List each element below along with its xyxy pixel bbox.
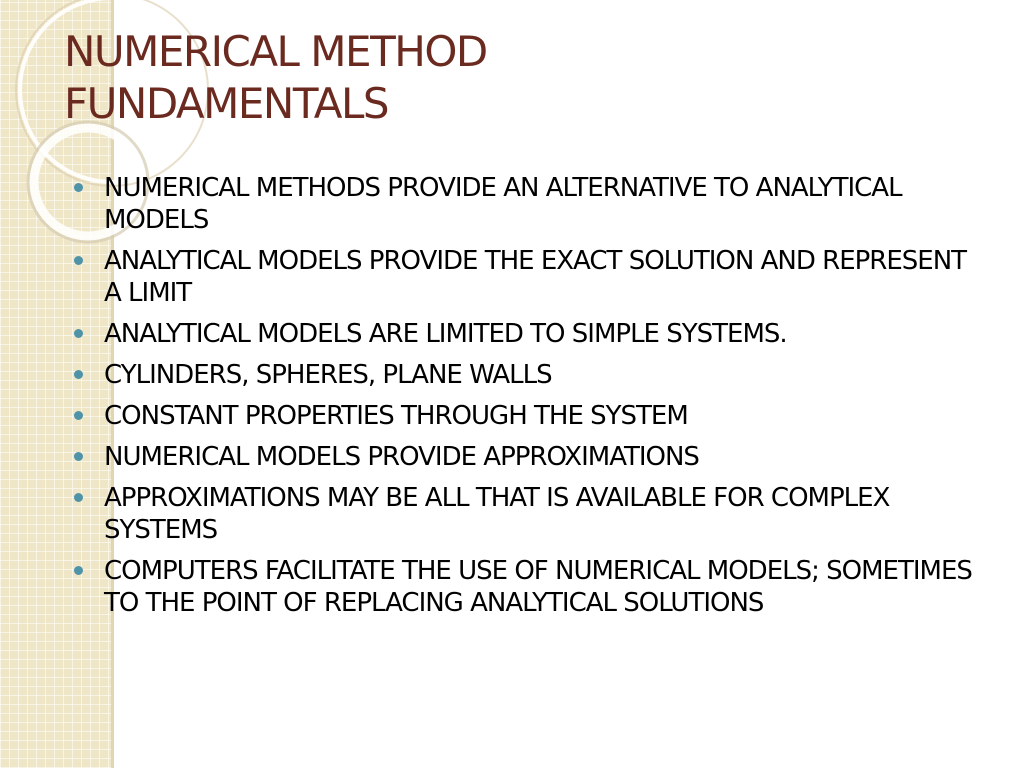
bullet-item bbox=[72, 359, 972, 391]
bullet-text: CYLINDERS, SPHERES, PLANE WALLS bbox=[104, 360, 552, 390]
bullet-dot-icon bbox=[74, 411, 83, 420]
bullet-dot-icon bbox=[74, 452, 83, 461]
bullet-item bbox=[72, 555, 972, 619]
slide-title-line-1: NUMERICAL METHOD bbox=[64, 27, 487, 76]
bullet-item bbox=[72, 482, 972, 546]
bullet-dot-icon bbox=[74, 493, 83, 502]
slide-title-line-2: FUNDAMENTALS bbox=[64, 79, 389, 128]
bullet-item bbox=[72, 400, 972, 432]
bullet-dot-icon bbox=[74, 329, 83, 338]
bullet-dot-icon bbox=[74, 370, 83, 379]
slide-title bbox=[64, 26, 964, 130]
bullet-text: ANALYTICAL MODELS PROVIDE THE EXACT SOLUTION AND REPRESENT A LIMIT bbox=[104, 246, 967, 308]
bullet-text: COMPUTERS FACILITATE THE USE OF NUMERICAL MODELS; SOMETIMES TO THE POINT OF REPLACING ANALYTICAL SOLUTIONS bbox=[104, 556, 972, 618]
bullet-item bbox=[72, 318, 972, 350]
bullet-text: ANALYTICAL MODELS ARE LIMITED TO SIMPLE SYSTEMS. bbox=[104, 319, 787, 349]
bullet-item bbox=[72, 245, 972, 309]
bullet-text: NUMERICAL METHODS PROVIDE AN ALTERNATIVE TO ANALYTICAL MODELS bbox=[104, 173, 902, 235]
bullet-dot-icon bbox=[74, 256, 83, 265]
bullet-text: NUMERICAL MODELS PROVIDE APPROXIMATIONS bbox=[104, 442, 699, 472]
bullet-text: APPROXIMATIONS MAY BE ALL THAT IS AVAILABLE FOR COMPLEX SYSTEMS bbox=[104, 483, 890, 545]
bullet-dot-icon bbox=[74, 183, 83, 192]
bullet-text: CONSTANT PROPERTIES THROUGH THE SYSTEM bbox=[104, 401, 688, 431]
bullet-dot-icon bbox=[74, 566, 83, 575]
bullet-item bbox=[72, 172, 972, 236]
bullet-list bbox=[72, 172, 972, 628]
bullet-item bbox=[72, 441, 972, 473]
